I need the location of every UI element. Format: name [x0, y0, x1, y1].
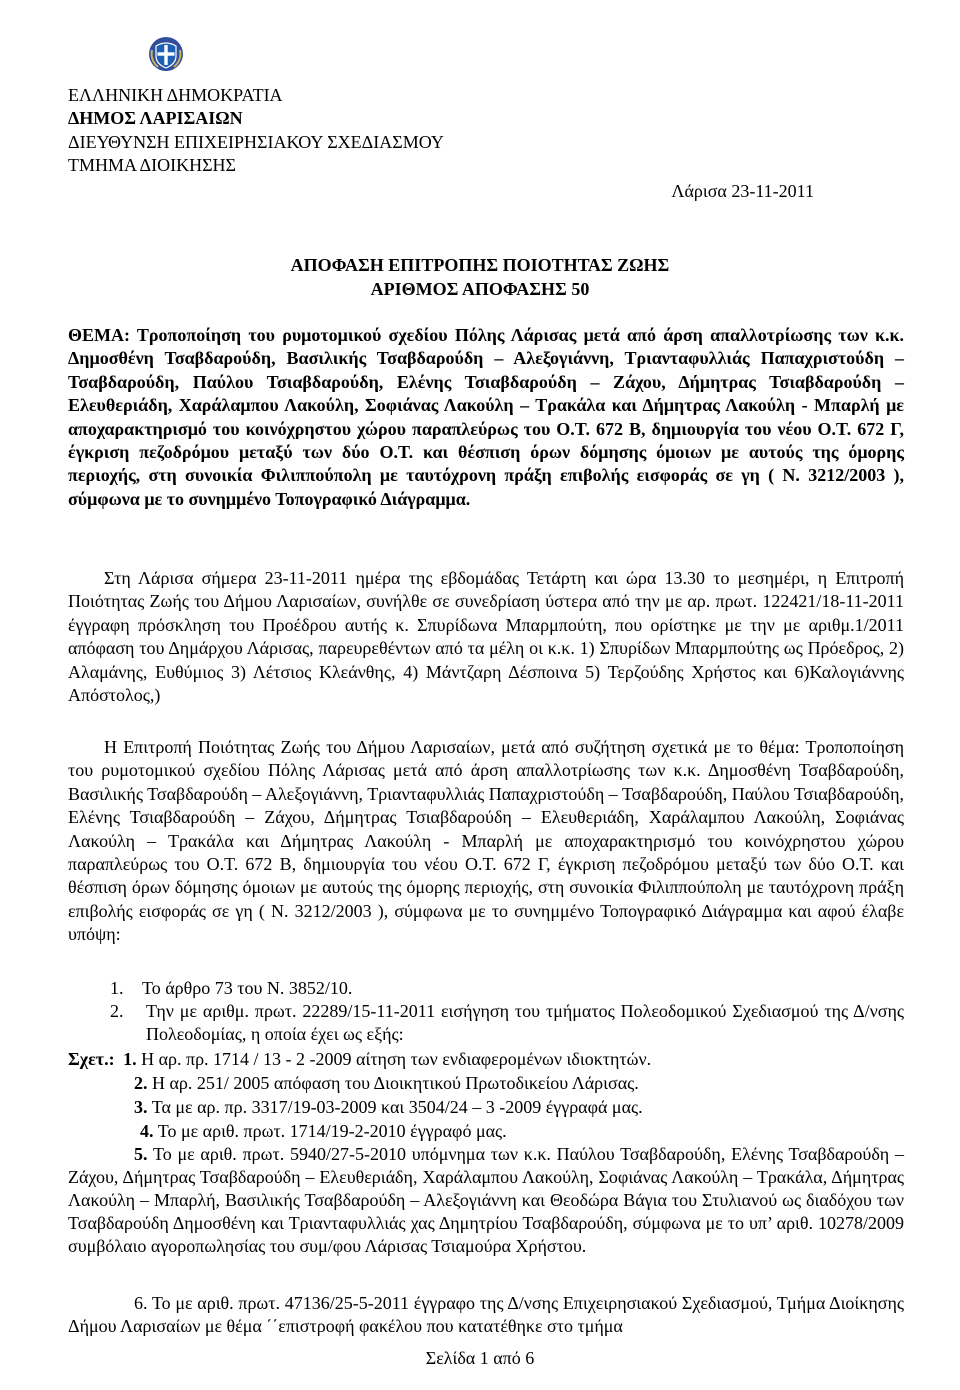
decision-number: ΑΡΙΘΜΟΣ ΑΠΟΦΑΣΗΣ 50 [370, 279, 590, 299]
reference-item [68, 1292, 904, 1338]
meeting-paragraph: Στη Λάρισα σήμερα 23-11-2011 ημέρα της εβδομάδας Τετάρτη και ώρα 13.30 το μεσημέρι, η Επιτροπή Ποιότητας Ζωής του Δήμου Λαρισαίων, συνήλθε σε συνεδρίαση ύστερα από την με αρ. πρωτ. 122421/18-11-2011 έγγραφη πρόσκληση του Προέδρου αυτής κ. Σπυρίδωνα Μπαρμπούτη, που ορίστηκε με την με αριθμ.1/2011 απόφαση του Δημάρχου Λάρισας, παρευρεθέντων από τα μέλη οι κ.κ. 1) Σπυρίδων Μπαρμπούτης ως Πρόεδρος, 2) Αλαμάνης, Ευθύμιος 3) Λέτσιος Κλεάνθης, 4) Μάντζαρη Δέσποινα 5) Τερζούδης Χρήστος και 6)Καλογιάννης Απόστολος,) [68, 568, 904, 706]
document-date: Λάρισα 23-11-2011 [671, 181, 814, 201]
reference-text: Η αρ. 251/ 2005 απόφαση του Διοικητικού Πρωτοδικείου Λάρισας. [152, 1073, 639, 1093]
reference-number: 5. [134, 1144, 148, 1164]
consideration-item [110, 1000, 904, 1046]
header-directorate: ΔΙΕΥΘΥΝΣΗ ΕΠΙΧΕΙΡΗΣΙΑΚΟΥ ΣΧΕΔΙΑΣΜΟΥ [68, 132, 444, 152]
reference-text: Το με αριθ. πρωτ. 47136/25-5-2011 έγγραφο της Δ/νσης Επιχειρησιακού Σχεδιασμού, Τμήμα Διοίκησης Δήμου Λαρισαίων με θέμα ΄΄επιστροφή φακέλου που κατατέθηκε στο τμήμα [68, 1293, 904, 1336]
reference-number: 3. [134, 1097, 148, 1117]
reference-number: 4. [140, 1121, 154, 1141]
reference-item [68, 1143, 904, 1258]
reference-number: 2. [134, 1073, 148, 1093]
reference-text: Τα με αρ. πρ. 3317/19-03-2009 και 3504/24 – 3 -2009 έγγραφά μας. [151, 1097, 643, 1117]
consideration-number: 1. [110, 978, 124, 998]
committee-paragraph: Η Επιτροπή Ποιότητας Ζωής του Δήμου Λαρισαίων, μετά από συζήτηση σχετικά με το θέμα: Τροποποίηση του ρυμοτομικού σχεδίου Πόλης Λάρισας μετά από άρση απαλλοτρίωσης των κ.κ. Δημοσθένη Τσαβδαρούδη, Βασιλικής Τσαβδαρούδη – Αλεξογιάννη, Τριανταφυλλιάς Παπαχριστούδη – Τσαβδαρούδη, Παύλου Τσιαβδαρούδη, Ελένης Τσιαβδαρούδη – Ζάχου, Δήμητρας Τσιαβδαρούδη – Ελευθεριάδη, Χαράλαμπου Λακούλη, Σοφιάνας Λακούλη – Τρακάλα και Δήμητρας Λακούλη - Μπαρλή με αποχαρακτηρισμό του κοινόχρηστου χώρου παραπλεύρως του Ο.Τ. 672 Β, δημιουργία του νέου Ο.Τ. 672 Γ, έγκριση πεζοδρόμου μεταξύ των δύο Ο.Τ. και θέσπιση όρων δόμησης όμοιων με αυτούς της όμορης περιοχής, στη συνοικία Φιλιππούπολη με ταυτόχρονη πράξη επιβολής εισφοράς σε γη ( Ν. 3212/2003 ), σύμφωνα με το συνημμένο Τοπογραφικό Διάγραμμα και αφού έλαβε υπόψη: [68, 737, 904, 945]
reference-text: Το με αριθ. πρωτ. 5940/27-5-2010 υπόμνημα των κ.κ. Παύλου Τσαβδαρούδη, Ελένης Τσαβδαρούδη – Ζάχου, Δήμητρας Τσαβδαρούδη – Ελευθεριάδη, Χαράλαμπου Λακούλη, Σοφιάνας Λακούλη – Τρακάλα, Δήμητρας Λακούλη – Μπαρλή, Βασιλικής Τσαβδαρούδη – Αλεξογιάννη και Θεοδώρα Βάγια του Στυλιανού ως διαδόχου των Τσαβδαρούδη Δημοσθένη και Τριανταφυλλιάς χας Δημητρίου Τσαβδαρούδη, σύμφωνα με το υπ’ αριθ. 10278/2009 συμβόλαιο αγοροπωλησίας του συμ/φου Λάρισας Τσιαμούρα Χρήστου. [68, 1144, 904, 1256]
reference-item [134, 1096, 643, 1119]
consideration-item [110, 977, 352, 1000]
reference-number: 6. [134, 1293, 148, 1313]
reference-text: Η αρ. πρ. 1714 / 13 - 2 -2009 αίτηση των ενδιαφερομένων ιδιοκτητών. [141, 1049, 652, 1069]
consideration-number: 2. [110, 1001, 124, 1021]
greek-coat-of-arms-icon [148, 36, 184, 72]
subject-paragraph: ΘΕΜΑ: Τροποποίηση του ρυμοτομικού σχεδίου Πόλης Λάρισας μετά από άρση απαλλοτρίωσης των κ.κ. Δημοσθένη Τσαβδαρούδη, Βασιλικής Τσαβδαρούδη – Αλεξογιάννη, Τριανταφυλλιάς Παπαχριστούδη – Τσαβδαρούδη, Παύλου Τσιαβδαρούδη, Ελένης Τσιαβδαρούδη – Ζάχου, Δήμητρας Τσιαβδαρούδη – Ελευθεριάδη, Χαράλαμπου Λακούλη, Σοφιάνας Λακούλη – Τρακάλα και Δήμητρας Λακούλη - Μπαρλή με αποχαρακτηρισμό του κοινόχρηστου χώρου παραπλεύρως του Ο.Τ. 672 Β, δημιουργία του νέου Ο.Τ. 672 Γ, έγκριση πεζοδρόμου μεταξύ των δύο Ο.Τ. και θέσπιση όρων δόμησης όμοιων με αυτούς της όμορης περιοχής, στη συνοικία Φιλιππούπολη με ταυτόχρονη πράξη επιβολής εισφοράς σε γη ( Ν. 3212/2003 ), σύμφωνα με το συνημμένο Τοπογραφικό Διάγραμμα. [68, 325, 904, 509]
decision-title: ΑΠΟΦΑΣΗ ΕΠΙΤΡΟΠΗΣ ΠΟΙΟΤΗΤΑΣ ΖΩΗΣ [290, 255, 670, 275]
page-number: Σελίδα 1 από 6 [425, 1348, 535, 1368]
header-municipality: ΔΗΜΟΣ ΛΑΡΙΣΑΙΩΝ [68, 108, 243, 128]
header-department: ΤΜΗΜΑ ΔΙΟΙΚΗΣΗΣ [68, 155, 237, 175]
reference-item [68, 1048, 651, 1071]
reference-item [134, 1072, 639, 1095]
header-country: ΕΛΛΗΝΙΚΗ ΔΗΜΟΚΡΑΤΙΑ [68, 85, 283, 105]
references-label: Σχετ.: [68, 1049, 115, 1069]
consideration-text: Την με αριθμ. πρωτ. 22289/15-11-2011 εισήγηση του τμήματος Πολεοδομικού Σχεδιασμού της Δ/νσης Πολεοδομίας, η οποία έχει ως εξής: [146, 1001, 904, 1044]
reference-item [140, 1120, 507, 1143]
reference-text: Το με αριθ. πρωτ. 1714/19-2-2010 έγγραφό μας. [157, 1121, 507, 1141]
reference-number: 1. [123, 1049, 137, 1069]
consideration-text: Το άρθρο 73 του Ν. 3852/10. [142, 978, 353, 998]
